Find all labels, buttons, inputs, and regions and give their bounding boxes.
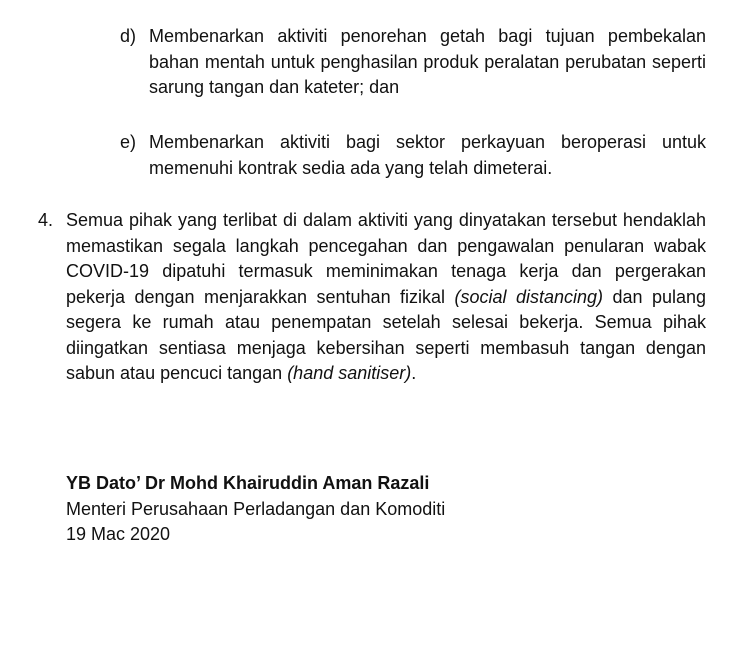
paragraph-text-part: dan pulang segera ke rumah atau penempatan setelah selesai bekerja. Semua pihak diingatkan sentiasa menjaga kebersihan seperti membasuh tangan dengan sabun atau pencuci tangan <box>66 286 707 383</box>
list-marker: e) <box>120 132 137 152</box>
paragraph-text <box>66 208 706 387</box>
signatory-title: Menteri Perusahaan Perladangan dan Komoditi <box>66 498 446 519</box>
paragraph-number: 4. <box>38 210 54 230</box>
social-distancing-term: (social distancing) <box>454 286 604 307</box>
paragraph-text-part: . <box>411 363 417 383</box>
list-item-e <box>120 130 706 181</box>
signature-date: 19 Mac 2020 <box>66 524 171 544</box>
signature-block <box>66 471 666 548</box>
list-item-d <box>120 24 706 101</box>
list-item-text: Membenarkan aktiviti bagi sektor perkayuan beroperasi untuk memenuhi kontrak sedia ada yang telah dimeterai. <box>149 132 706 178</box>
paragraph-text-part: Semua pihak yang terlibat di dalam aktiviti yang dinyatakan tersebut hendaklah memastikan segala langkah pencegahan dan pengawalan penularan wabak COVID-19 dipatuhi termasuk meminimakan tenaga kerja dan pergerakan pekerja dengan menjarakkan sentuhan fizikal <box>66 210 706 307</box>
paragraph-4 <box>38 208 706 387</box>
signatory-name: YB Dato’ Dr Mohd Khairuddin Aman Razali <box>66 473 430 493</box>
list-item-text: Membenarkan aktiviti penorehan getah bagi tujuan pembekalan bahan mentah untuk penghasilan produk peralatan perubatan seperti sarung tangan dan kateter; dan <box>149 26 706 97</box>
list-marker: d) <box>120 26 137 46</box>
hand-sanitiser-term: (hand sanitiser) <box>287 363 412 383</box>
